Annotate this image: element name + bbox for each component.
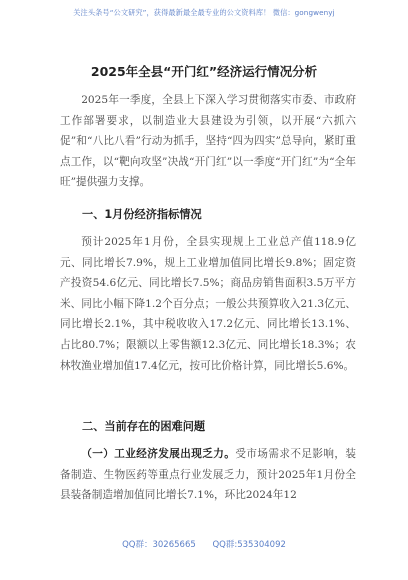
section-2-paragraph <box>60 444 356 506</box>
footer-qq-group-1: QQ群：30265665 <box>122 540 196 550</box>
section-1-heading: 一、1月份经济指标情况 <box>82 208 202 221</box>
section-2-heading: 二、当前存在的困难问题 <box>82 420 206 433</box>
section-1-paragraph: 预计2025年1月份，全县实现规上工业总产值118.9亿元、同比增长7.9%，规上工业增加值同比增长9.8%；固定资产投资54.6亿元、同比增长7.5%；商品房销售面积3.5万平方米、同比小幅下降1.2个百分点；一般公共预算收入21.3亿元、同比增长2.1%，其中税收收入17.2亿元、同比增长13.1%、占比80.7%；限额以上零售额12.3亿元、同比增长18.3%；农林牧渔业增加值17.4亿元，按可比价格计算，同比增长5.6%。 <box>60 236 356 372</box>
document-title: 2025年全县“开门红”经济运行情况分析 <box>90 64 318 79</box>
footer-contact <box>0 538 408 550</box>
subsection-body: 受市场需求不足影响，装备制造、生物医药等重点行业发展乏力，预计2025年1月份全县装备制造增加值同比增长7.1%，环比2024年12 <box>60 448 357 502</box>
subsection-lead: （一）工业经济发展出现乏力。 <box>81 448 236 460</box>
footer-qq-group-2: QQ群:535304092 <box>212 540 286 550</box>
intro-paragraph: 2025年一季度，全县上下深入学习贯彻落实市委、市政府工作部署要求，以制造业大县建设为引领，以开展“六抓六促”和“八比八看”行动为抓手，坚持“四为四实”总导向，紧盯重点工作，以“靶向攻坚”决战“开门红”以一季度“开门红”为“全年旺”提供强力支撑。 <box>60 94 356 189</box>
top-banner: 关注头条号“公文研究”，获得最新最全最专业的公文资料库！ 微信：gongwenyj <box>73 8 335 17</box>
